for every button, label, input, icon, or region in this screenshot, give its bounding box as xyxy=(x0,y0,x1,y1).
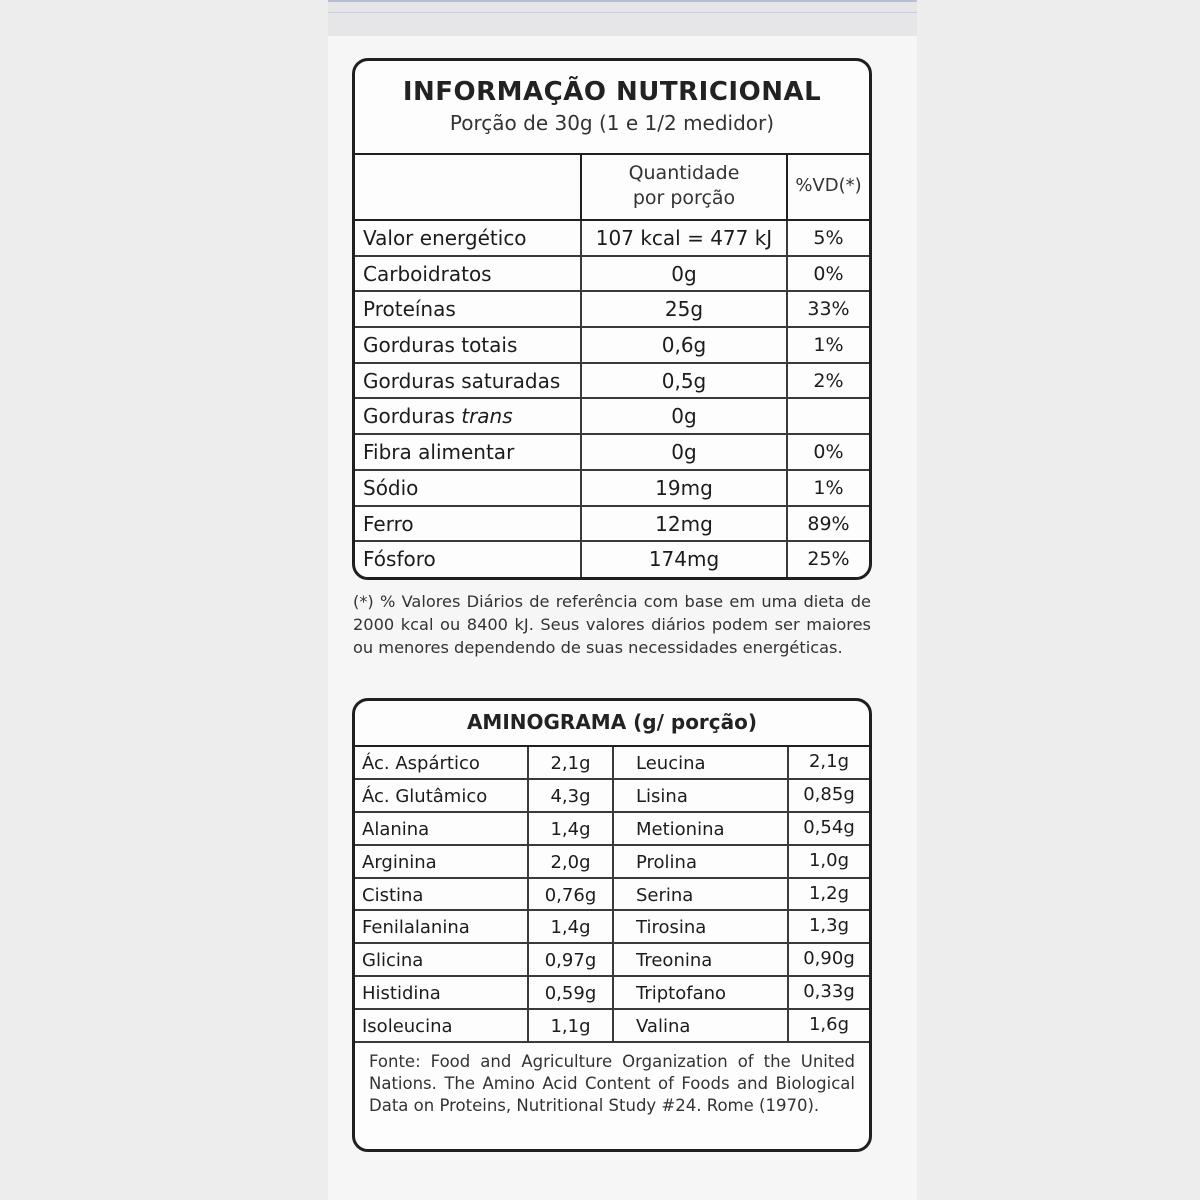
nutrient-vd: 89% xyxy=(786,507,869,541)
nutrient-vd: 0% xyxy=(786,435,869,469)
nutrient-vd: 5% xyxy=(786,221,869,255)
table-row xyxy=(355,846,869,879)
nutrient-vd: 1% xyxy=(786,328,869,362)
nutrient-quantity: 0g xyxy=(580,399,786,433)
amino-name-left: Fenilalanina xyxy=(362,917,470,939)
column-header-quantity-line1: Quantidade xyxy=(628,162,740,184)
nutrition-table xyxy=(352,58,872,580)
nutrient-quantity: 0,6g xyxy=(580,328,786,362)
table-row xyxy=(355,257,869,293)
table-row xyxy=(355,292,869,328)
amino-value-right: 1,0g xyxy=(787,846,869,877)
table-row xyxy=(355,944,869,977)
amino-name-right: Leucina xyxy=(612,747,787,778)
amino-value-left: 0,97g xyxy=(527,944,612,975)
nutrient-quantity: 25g xyxy=(580,292,786,326)
amino-value-right: 0,90g xyxy=(787,944,869,975)
amino-name-left: Ác. Glutâmico xyxy=(362,785,488,807)
nutrient-name xyxy=(355,399,580,433)
nutrient-name: Carboidratos xyxy=(363,261,492,286)
amino-name-right: Prolina xyxy=(612,846,787,877)
amino-name-right: Lisina xyxy=(612,780,787,811)
amino-value-right: 1,6g xyxy=(787,1010,869,1041)
amino-name-left: Ác. Aspártico xyxy=(362,753,480,774)
column-header-blank xyxy=(355,155,580,219)
amino-name-left: Alanina xyxy=(362,818,430,840)
amino-name-left: Glicina xyxy=(362,950,424,972)
nutrient-name: Gorduras saturadas xyxy=(363,368,561,393)
nutrient-name: Fósforo xyxy=(363,547,436,572)
amino-name-left: Isoleucina xyxy=(362,1016,453,1038)
amino-value-left: 2,1g xyxy=(527,747,612,778)
amino-name-right: Treonina xyxy=(612,944,787,975)
nutrition-header xyxy=(355,61,869,155)
table-row xyxy=(355,813,869,846)
amino-value-right: 0,33g xyxy=(787,977,869,1008)
amino-name-right: Serina xyxy=(612,879,787,910)
nutrient-name: Sódio xyxy=(363,475,419,500)
nutrient-name: Valor energético xyxy=(363,226,527,250)
column-header-vd: %VD(*) xyxy=(786,155,869,219)
amino-name-right: Valina xyxy=(612,1010,787,1041)
nutrition-column-header xyxy=(355,155,869,221)
nutrient-quantity: 0g xyxy=(580,435,786,469)
aminogram-table xyxy=(352,698,872,1152)
serving-size: Porção de 30g (1 e 1/2 medidor) xyxy=(449,111,775,135)
amino-value-left: 0,76g xyxy=(527,879,612,910)
table-row xyxy=(355,328,869,364)
nutrient-vd: 25% xyxy=(786,542,869,578)
aminogram-title: AMINOGRAMA (g/ porção) xyxy=(355,701,869,747)
column-header-quantity xyxy=(580,155,786,219)
amino-value-right: 1,3g xyxy=(787,911,869,942)
nutrient-vd: 2% xyxy=(786,364,869,398)
nutrient-name: Fibra alimentar xyxy=(363,440,515,465)
table-row xyxy=(355,780,869,813)
sheet-top-band xyxy=(328,0,917,36)
nutrition-title: INFORMAÇÃO NUTRICIONAL xyxy=(402,77,822,107)
table-row xyxy=(355,435,869,471)
table-row xyxy=(355,221,869,257)
nutrient-name-main: Gorduras xyxy=(363,404,455,429)
nutrient-name: Ferro xyxy=(363,511,414,536)
table-row xyxy=(355,911,869,944)
amino-name-right: Metionina xyxy=(612,813,787,844)
table-row xyxy=(355,747,869,780)
aminogram-source: Fonte: Food and Agriculture Organization of the United Nations. The Amino Acid Content of Foods and Biological Data on Proteins, Nutritional Study #24. Rome (1970). xyxy=(369,1052,855,1116)
amino-value-right: 1,2g xyxy=(787,879,869,910)
nutrient-name: Gorduras totais xyxy=(363,333,518,358)
table-row xyxy=(355,507,869,543)
nutrient-name-italic: trans xyxy=(461,404,513,429)
amino-value-left: 4,3g xyxy=(527,780,612,811)
nutrient-vd: 1% xyxy=(786,471,869,505)
column-header-quantity-line2: por porção xyxy=(632,187,736,209)
nutrient-vd xyxy=(786,399,869,433)
sheet-top-line xyxy=(328,12,917,13)
table-row xyxy=(355,399,869,435)
table-row xyxy=(355,364,869,400)
amino-value-left: 0,59g xyxy=(527,977,612,1008)
table-row xyxy=(355,542,869,578)
amino-name-right: Tirosina xyxy=(612,911,787,942)
nutrient-name: Proteínas xyxy=(363,297,456,322)
amino-value-left: 1,4g xyxy=(527,813,612,844)
nutrient-quantity: 107 kcal = 477 kJ xyxy=(580,221,786,255)
nutrition-footnote: (*) % Valores Diários de referência com base em uma dieta de 2000 kcal ou 8400 kJ. Seus valores diários podem ser maiores ou menores dependendo de suas necessidades energéticas. xyxy=(353,592,871,657)
table-row xyxy=(355,977,869,1010)
table-row xyxy=(355,879,869,912)
nutrient-quantity: 0g xyxy=(580,257,786,291)
amino-name-left: Histidina xyxy=(362,983,441,1005)
amino-name-right: Triptofano xyxy=(612,977,787,1008)
nutrient-vd: 33% xyxy=(786,292,869,326)
amino-value-right: 0,85g xyxy=(787,780,869,811)
amino-value-right: 2,1g xyxy=(787,747,869,778)
amino-value-right: 0,54g xyxy=(787,813,869,844)
nutrient-quantity: 0,5g xyxy=(580,364,786,398)
nutrient-quantity: 12mg xyxy=(580,507,786,541)
amino-name-left: Cistina xyxy=(362,884,424,906)
amino-value-left: 1,4g xyxy=(527,911,612,942)
nutrient-vd: 0% xyxy=(786,257,869,291)
amino-value-left: 2,0g xyxy=(527,846,612,877)
nutrient-quantity: 174mg xyxy=(580,542,786,578)
table-row xyxy=(355,471,869,507)
nutrient-quantity: 19mg xyxy=(580,471,786,505)
amino-value-left: 1,1g xyxy=(527,1010,612,1041)
amino-name-left: Arginina xyxy=(362,851,437,873)
table-row xyxy=(355,1010,869,1043)
